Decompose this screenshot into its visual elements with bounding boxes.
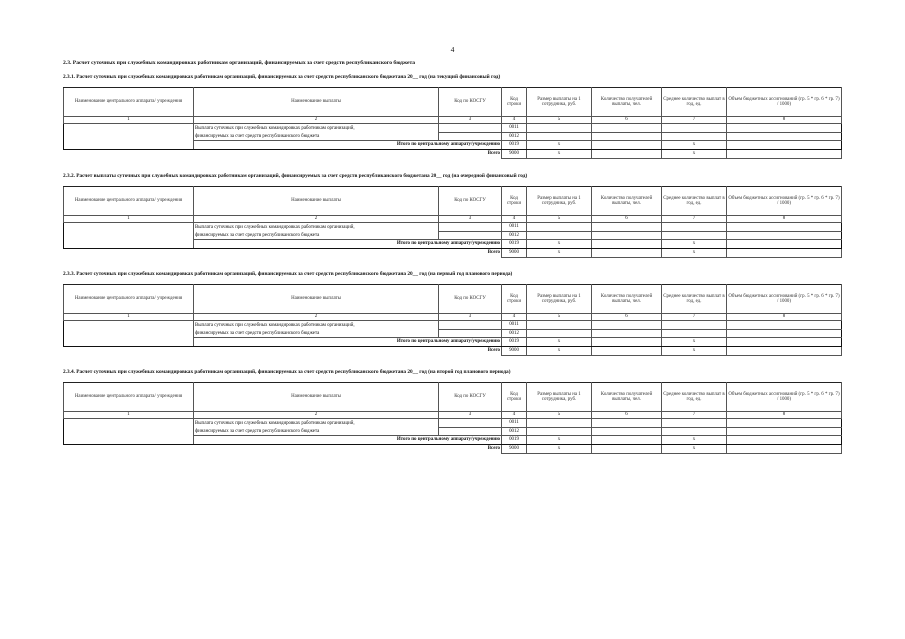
kosgu-cell[interactable] [439, 124, 502, 133]
x-mark: х [527, 150, 592, 159]
col-header-size: Размер выплаты на 1 сотрудника, руб. [527, 383, 592, 412]
x-mark: х [662, 436, 727, 445]
line-code-cell: 0012 [502, 427, 527, 436]
col-number: 2 [194, 314, 439, 321]
institution-name-cell[interactable] [64, 321, 194, 347]
header-row [64, 285, 842, 314]
size-cell[interactable] [527, 231, 592, 240]
col-number: 5 [527, 216, 592, 223]
line-code-cell: 0011 [502, 419, 527, 428]
col-header-payment: Наименование выплаты [194, 88, 439, 117]
total-label: Итого по центральному аппарату/учреждению [194, 240, 502, 249]
count-cell[interactable] [592, 419, 662, 428]
avg-cell[interactable] [662, 223, 727, 232]
size-cell[interactable] [527, 419, 592, 428]
section-title: 2.3.4. Расчет суточных при служебных командировках работникам организаций, финансируемых за счет средств республиканского бюджетана 20__ год (на второй год планового периода) [63, 369, 511, 375]
count-cell[interactable] [592, 249, 662, 258]
volume-cell[interactable] [727, 445, 842, 454]
col-header-volume: Объем бюджетных ассигнований (гр. 5 * гр. 6 * гр. 7) / 1000) [727, 88, 842, 117]
data-table [63, 284, 842, 356]
kosgu-cell[interactable] [439, 329, 502, 338]
col-header-payment: Наименование выплаты [194, 187, 439, 216]
col-number: 3 [439, 117, 502, 124]
count-cell[interactable] [592, 338, 662, 347]
institution-name-cell[interactable] [64, 223, 194, 249]
line-code-cell: 0019 [502, 436, 527, 445]
size-cell[interactable] [527, 329, 592, 338]
x-mark: х [527, 240, 592, 249]
line-code-cell: 0012 [502, 231, 527, 240]
col-number: 7 [662, 216, 727, 223]
line-code-cell: 0011 [502, 124, 527, 133]
x-mark: х [662, 338, 727, 347]
col-number: 3 [439, 216, 502, 223]
col-number: 7 [662, 117, 727, 124]
avg-cell[interactable] [662, 231, 727, 240]
col-number: 3 [439, 314, 502, 321]
avg-cell[interactable] [662, 419, 727, 428]
line-code-cell: 0012 [502, 329, 527, 338]
col-number: 5 [527, 117, 592, 124]
payment-name-cell: финансируемых за счет средств республиканского бюджета [194, 329, 439, 338]
col-header-avg: Среднее количество выплат в год, ед. [662, 285, 727, 314]
table-section [63, 172, 841, 258]
line-code-cell: 0011 [502, 223, 527, 232]
col-header-kosgu: Код по КОСГУ [439, 187, 502, 216]
grand-total-row [64, 150, 842, 159]
count-cell[interactable] [592, 445, 662, 454]
col-header-count: Количество получателей выплаты, чел. [592, 383, 662, 412]
x-mark: х [527, 141, 592, 150]
line-code-cell: 0012 [502, 132, 527, 141]
col-number: 2 [194, 117, 439, 124]
grand-total-label: Всего [194, 150, 502, 159]
count-cell[interactable] [592, 436, 662, 445]
count-cell[interactable] [592, 231, 662, 240]
volume-cell[interactable] [727, 427, 842, 436]
x-mark: х [662, 249, 727, 258]
count-cell[interactable] [592, 427, 662, 436]
col-header-code: Код строки [502, 88, 527, 117]
col-header-size: Размер выплаты на 1 сотрудника, руб. [527, 88, 592, 117]
x-mark: х [662, 445, 727, 454]
volume-cell[interactable] [727, 249, 842, 258]
payment-name-cell: финансируемых за счет средств республиканского бюджета [194, 132, 439, 141]
avg-cell[interactable] [662, 321, 727, 330]
col-header-avg: Среднее количество выплат в год, ед. [662, 88, 727, 117]
col-number: 1 [64, 117, 194, 124]
col-number: 6 [592, 412, 662, 419]
x-mark: х [662, 347, 727, 356]
line-code-cell: 0019 [502, 338, 527, 347]
col-number: 5 [527, 412, 592, 419]
table-section [63, 73, 841, 159]
col-header-count: Количество получателей выплаты, чел. [592, 285, 662, 314]
x-mark: х [527, 436, 592, 445]
size-cell[interactable] [527, 124, 592, 133]
header-row [64, 187, 842, 216]
x-mark: х [662, 150, 727, 159]
kosgu-cell[interactable] [439, 231, 502, 240]
data-table [63, 186, 842, 258]
table-row [64, 419, 842, 428]
col-header-name: Наименование центрального аппарата/ учреждения [64, 285, 194, 314]
col-header-count: Количество получателей выплаты, чел. [592, 88, 662, 117]
line-code-cell: 0019 [502, 240, 527, 249]
table-section [63, 270, 841, 356]
kosgu-cell[interactable] [439, 427, 502, 436]
col-number: 2 [194, 216, 439, 223]
payment-name-cell: финансируемых за счет средств республиканского бюджета [194, 231, 439, 240]
col-number: 1 [64, 412, 194, 419]
col-number: 5 [527, 314, 592, 321]
volume-cell[interactable] [727, 141, 842, 150]
column-number-row [64, 314, 842, 321]
table-section [63, 368, 841, 454]
volume-cell[interactable] [727, 132, 842, 141]
x-mark: х [527, 445, 592, 454]
col-header-name: Наименование центрального аппарата/ учреждения [64, 88, 194, 117]
col-header-size: Размер выплаты на 1 сотрудника, руб. [527, 285, 592, 314]
col-header-kosgu: Код по КОСГУ [439, 383, 502, 412]
col-header-name: Наименование центрального аппарата/ учреждения [64, 187, 194, 216]
size-cell[interactable] [527, 321, 592, 330]
grand-total-label: Всего [194, 347, 502, 356]
count-cell[interactable] [592, 347, 662, 356]
col-number: 4 [502, 117, 527, 124]
col-header-kosgu: Код по КОСГУ [439, 285, 502, 314]
total-label: Итого по центральному аппарату/учреждению [194, 436, 502, 445]
col-header-volume: Объем бюджетных ассигнований (гр. 5 * гр. 6 * гр. 7) / 1000) [727, 187, 842, 216]
data-table [63, 87, 842, 159]
col-number: 4 [502, 412, 527, 419]
volume-cell[interactable] [727, 231, 842, 240]
size-cell[interactable] [527, 427, 592, 436]
col-number: 1 [64, 216, 194, 223]
payment-name-cell: Выплата суточных при служебных командировках работникам организаций, [194, 124, 439, 133]
col-number: 4 [502, 216, 527, 223]
volume-cell[interactable] [727, 338, 842, 347]
count-cell[interactable] [592, 240, 662, 249]
page-number: 4 [450, 45, 455, 54]
volume-cell[interactable] [727, 223, 842, 232]
col-number: 7 [662, 314, 727, 321]
col-number: 1 [64, 314, 194, 321]
col-header-payment: Наименование выплаты [194, 285, 439, 314]
size-cell[interactable] [527, 132, 592, 141]
x-mark: х [527, 338, 592, 347]
avg-cell[interactable] [662, 124, 727, 133]
kosgu-cell[interactable] [439, 419, 502, 428]
volume-cell[interactable] [727, 436, 842, 445]
institution-name-cell[interactable] [64, 124, 194, 150]
line-code-cell: 9000 [502, 249, 527, 258]
grand-total-label: Всего [194, 249, 502, 258]
x-mark: х [662, 240, 727, 249]
table-row [64, 124, 842, 133]
header-row [64, 88, 842, 117]
size-cell[interactable] [527, 223, 592, 232]
line-code-cell: 0011 [502, 321, 527, 330]
payment-name-cell: Выплата суточных при служебных командировках работникам организаций, [194, 419, 439, 428]
col-header-avg: Среднее количество выплат в год, ед. [662, 187, 727, 216]
line-code-cell: 9000 [502, 445, 527, 454]
line-code-cell: 9000 [502, 347, 527, 356]
col-header-size: Размер выплаты на 1 сотрудника, руб. [527, 187, 592, 216]
avg-cell[interactable] [662, 132, 727, 141]
count-cell[interactable] [592, 223, 662, 232]
x-mark: х [662, 141, 727, 150]
volume-cell[interactable] [727, 240, 842, 249]
col-header-kosgu: Код по КОСГУ [439, 88, 502, 117]
grand-total-row [64, 347, 842, 356]
grand-total-row [64, 445, 842, 454]
col-header-avg: Среднее количество выплат в год, ед. [662, 383, 727, 412]
header-row [64, 383, 842, 412]
count-cell[interactable] [592, 141, 662, 150]
avg-cell[interactable] [662, 329, 727, 338]
line-code-cell: 9000 [502, 150, 527, 159]
col-number: 4 [502, 314, 527, 321]
table-row [64, 321, 842, 330]
col-number: 7 [662, 412, 727, 419]
institution-name-cell[interactable] [64, 419, 194, 445]
volume-cell[interactable] [727, 329, 842, 338]
volume-cell[interactable] [727, 321, 842, 330]
line-code-cell: 0019 [502, 141, 527, 150]
count-cell[interactable] [592, 329, 662, 338]
column-number-row [64, 412, 842, 419]
col-number: 6 [592, 314, 662, 321]
data-table [63, 382, 842, 454]
grand-total-row [64, 249, 842, 258]
col-number: 3 [439, 412, 502, 419]
grand-total-label: Всего [194, 445, 502, 454]
avg-cell[interactable] [662, 427, 727, 436]
col-number: 2 [194, 412, 439, 419]
col-header-code: Код строки [502, 187, 527, 216]
section-title: 2.3.3. Расчет суточных при служебных командировках работникам организаций, финансируемых за счет средств республиканского бюджетана 20__ год (на первый год планового периода) [63, 271, 513, 277]
col-header-name: Наименование центрального аппарата/ учреждения [64, 383, 194, 412]
col-number: 6 [592, 216, 662, 223]
col-header-payment: Наименование выплаты [194, 383, 439, 412]
count-cell[interactable] [592, 132, 662, 141]
x-mark: х [527, 249, 592, 258]
total-label: Итого по центральному аппарату/учреждению [194, 338, 502, 347]
section-title: 2.3.1. Расчет суточных при служебных командировках работникам организаций, финансируемых за счет средств республиканского бюджетана 20__ год (на текущий финансовый год) [63, 74, 501, 80]
kosgu-cell[interactable] [439, 321, 502, 330]
col-number: 8 [727, 117, 842, 124]
kosgu-cell[interactable] [439, 223, 502, 232]
total-label: Итого по центральному аппарату/учреждению [194, 141, 502, 150]
kosgu-cell[interactable] [439, 132, 502, 141]
payment-name-cell: финансируемых за счет средств республиканского бюджета [194, 427, 439, 436]
count-cell[interactable] [592, 321, 662, 330]
x-mark: х [527, 347, 592, 356]
col-header-volume: Объем бюджетных ассигнований (гр. 5 * гр. 6 * гр. 7) / 1000) [727, 383, 842, 412]
volume-cell[interactable] [727, 419, 842, 428]
col-number: 8 [727, 412, 842, 419]
volume-cell[interactable] [727, 347, 842, 356]
col-header-count: Количество получателей выплаты, чел. [592, 187, 662, 216]
document-title: 2.3. Расчет суточных при служебных командировках работникам организаций, финансируемых за счет средств республиканского бюджета [63, 60, 416, 66]
col-number: 6 [592, 117, 662, 124]
volume-cell[interactable] [727, 124, 842, 133]
column-number-row [64, 216, 842, 223]
volume-cell[interactable] [727, 150, 842, 159]
col-number: 8 [727, 216, 842, 223]
column-number-row [64, 117, 842, 124]
col-header-volume: Объем бюджетных ассигнований (гр. 5 * гр. 6 * гр. 7) / 1000) [727, 285, 842, 314]
payment-name-cell: Выплата суточных при служебных командировках работникам организаций, [194, 223, 439, 232]
count-cell[interactable] [592, 150, 662, 159]
section-title: 2.3.2. Расчет выплаты суточных при служебных командировках работникам организаций, финансируемых за счет средств республиканского бюджетана 20__ год (на очередной финансовый год) [63, 173, 528, 179]
count-cell[interactable] [592, 124, 662, 133]
col-number: 8 [727, 314, 842, 321]
table-row [64, 223, 842, 232]
col-header-code: Код строки [502, 285, 527, 314]
col-header-code: Код строки [502, 383, 527, 412]
payment-name-cell: Выплата суточных при служебных командировках работникам организаций, [194, 321, 439, 330]
